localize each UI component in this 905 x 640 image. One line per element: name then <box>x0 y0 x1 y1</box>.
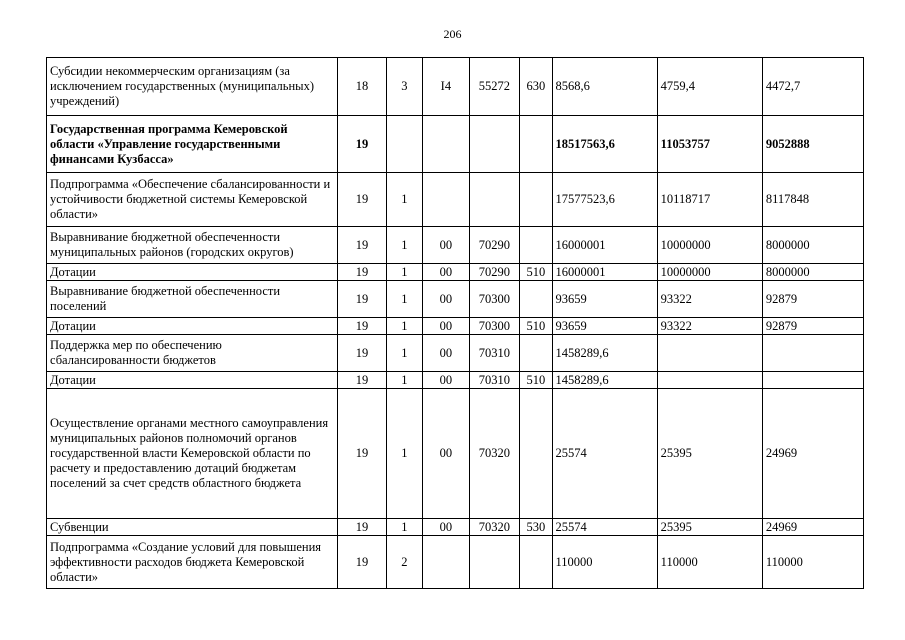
amount-year3-cell: 24969 <box>762 389 863 519</box>
amount-year3-cell: 8000000 <box>762 227 863 264</box>
code-event-cell <box>423 536 470 589</box>
amount-year1-cell: 17577523,6 <box>552 173 657 227</box>
code-subprogram-cell: 1 <box>386 173 422 227</box>
amount-year3-cell: 9052888 <box>762 116 863 173</box>
code-expense-type-cell <box>520 173 552 227</box>
table-row <box>47 536 864 589</box>
code-section-cell: 19 <box>338 173 387 227</box>
code-direction-cell: 70310 <box>469 372 520 389</box>
code-event-cell: 00 <box>423 318 470 335</box>
code-direction-cell <box>469 173 520 227</box>
code-section-cell: 18 <box>338 58 387 116</box>
row-name-cell: Субсидии некоммерческим организациям (за исключением государственных (муниципальных) учреждений) <box>47 58 338 116</box>
code-direction-cell: 70320 <box>469 389 520 519</box>
code-expense-type-cell: 510 <box>520 264 552 281</box>
code-event-cell: 00 <box>423 519 470 536</box>
code-expense-type-cell <box>520 227 552 264</box>
amount-year1-cell: 16000001 <box>552 227 657 264</box>
row-name-cell: Поддержка мер по обеспечению сбалансированности бюджетов <box>47 335 338 372</box>
amount-year2-cell: 93322 <box>657 318 762 335</box>
code-event-cell: 00 <box>423 281 470 318</box>
amount-year2-cell <box>657 372 762 389</box>
table-row <box>47 389 864 519</box>
code-subprogram-cell <box>386 116 422 173</box>
table-body <box>47 58 864 589</box>
table-row <box>47 372 864 389</box>
code-section-cell: 19 <box>338 389 387 519</box>
row-name-cell: Государственная программа Кемеровской области «Управление государственными финансами Кузбасса» <box>47 116 338 173</box>
code-direction-cell: 70290 <box>469 227 520 264</box>
amount-year1-cell: 110000 <box>552 536 657 589</box>
table-row <box>47 58 864 116</box>
table-row <box>47 264 864 281</box>
code-event-cell: 00 <box>423 335 470 372</box>
code-expense-type-cell <box>520 116 552 173</box>
code-direction-cell: 70290 <box>469 264 520 281</box>
code-subprogram-cell: 1 <box>386 519 422 536</box>
amount-year3-cell: 92879 <box>762 281 863 318</box>
table-row <box>47 318 864 335</box>
amount-year3-cell: 8117848 <box>762 173 863 227</box>
code-section-cell: 19 <box>338 372 387 389</box>
amount-year2-cell: 4759,4 <box>657 58 762 116</box>
amount-year3-cell: 24969 <box>762 519 863 536</box>
code-direction-cell: 70300 <box>469 281 520 318</box>
code-subprogram-cell: 1 <box>386 227 422 264</box>
table-row <box>47 281 864 318</box>
code-event-cell: 00 <box>423 372 470 389</box>
table-row <box>47 519 864 536</box>
amount-year2-cell <box>657 335 762 372</box>
code-subprogram-cell: 2 <box>386 536 422 589</box>
code-event-cell: 00 <box>423 227 470 264</box>
amount-year1-cell: 25574 <box>552 389 657 519</box>
code-event-cell: 00 <box>423 264 470 281</box>
amount-year2-cell: 10000000 <box>657 227 762 264</box>
code-section-cell: 19 <box>338 281 387 318</box>
amount-year2-cell: 93322 <box>657 281 762 318</box>
code-direction-cell <box>469 536 520 589</box>
amount-year1-cell: 93659 <box>552 281 657 318</box>
code-section-cell: 19 <box>338 264 387 281</box>
row-name-cell: Дотации <box>47 264 338 281</box>
code-subprogram-cell: 1 <box>386 264 422 281</box>
code-expense-type-cell <box>520 281 552 318</box>
code-subprogram-cell: 3 <box>386 58 422 116</box>
amount-year3-cell: 92879 <box>762 318 863 335</box>
table-row <box>47 173 864 227</box>
row-name-cell: Подпрограмма «Создание условий для повышения эффективности расходов бюджета Кемеровской области» <box>47 536 338 589</box>
amount-year2-cell: 25395 <box>657 519 762 536</box>
row-name-cell: Выравнивание бюджетной обеспеченности муниципальных районов (городских округов) <box>47 227 338 264</box>
table-row <box>47 335 864 372</box>
row-name-cell: Выравнивание бюджетной обеспеченности поселений <box>47 281 338 318</box>
amount-year1-cell: 8568,6 <box>552 58 657 116</box>
row-name-cell: Осуществление органами местного самоуправления муниципальных районов полномочий органов государственной власти Кемеровской области по расчету и предоставлению дотаций бюджетам поселений за счет средств областного бюджета <box>47 389 338 519</box>
amount-year2-cell: 25395 <box>657 389 762 519</box>
amount-year3-cell: 8000000 <box>762 264 863 281</box>
code-event-cell <box>423 173 470 227</box>
table-row <box>47 227 864 264</box>
code-subprogram-cell: 1 <box>386 389 422 519</box>
code-direction-cell <box>469 116 520 173</box>
code-direction-cell: 70300 <box>469 318 520 335</box>
amount-year3-cell: 110000 <box>762 536 863 589</box>
amount-year2-cell: 10118717 <box>657 173 762 227</box>
code-expense-type-cell: 510 <box>520 318 552 335</box>
amount-year2-cell: 10000000 <box>657 264 762 281</box>
code-direction-cell: 70310 <box>469 335 520 372</box>
amount-year2-cell: 11053757 <box>657 116 762 173</box>
row-name-cell: Подпрограмма «Обеспечение сбалансированности и устойчивости бюджетной системы Кемеровской области» <box>47 173 338 227</box>
code-expense-type-cell: 530 <box>520 519 552 536</box>
amount-year1-cell: 1458289,6 <box>552 372 657 389</box>
amount-year2-cell: 110000 <box>657 536 762 589</box>
code-section-cell: 19 <box>338 318 387 335</box>
code-direction-cell: 55272 <box>469 58 520 116</box>
budget-table <box>46 57 864 589</box>
code-expense-type-cell: 630 <box>520 58 552 116</box>
page-number: 206 <box>443 27 462 41</box>
code-expense-type-cell <box>520 536 552 589</box>
code-subprogram-cell: 1 <box>386 318 422 335</box>
code-section-cell: 19 <box>338 335 387 372</box>
code-expense-type-cell <box>520 389 552 519</box>
row-name-cell: Субвенции <box>47 519 338 536</box>
code-section-cell: 19 <box>338 116 387 173</box>
table-row <box>47 116 864 173</box>
amount-year1-cell: 1458289,6 <box>552 335 657 372</box>
code-subprogram-cell: 1 <box>386 372 422 389</box>
amount-year1-cell: 16000001 <box>552 264 657 281</box>
amount-year3-cell <box>762 372 863 389</box>
amount-year3-cell: 4472,7 <box>762 58 863 116</box>
code-subprogram-cell: 1 <box>386 335 422 372</box>
code-event-cell: I4 <box>423 58 470 116</box>
code-expense-type-cell <box>520 335 552 372</box>
code-section-cell: 19 <box>338 227 387 264</box>
amount-year1-cell: 93659 <box>552 318 657 335</box>
amount-year3-cell <box>762 335 863 372</box>
amount-year1-cell: 25574 <box>552 519 657 536</box>
row-name-cell: Дотации <box>47 318 338 335</box>
code-section-cell: 19 <box>338 536 387 589</box>
code-section-cell: 19 <box>338 519 387 536</box>
code-event-cell: 00 <box>423 389 470 519</box>
amount-year1-cell: 18517563,6 <box>552 116 657 173</box>
code-expense-type-cell: 510 <box>520 372 552 389</box>
code-subprogram-cell: 1 <box>386 281 422 318</box>
row-name-cell: Дотации <box>47 372 338 389</box>
code-direction-cell: 70320 <box>469 519 520 536</box>
code-event-cell <box>423 116 470 173</box>
